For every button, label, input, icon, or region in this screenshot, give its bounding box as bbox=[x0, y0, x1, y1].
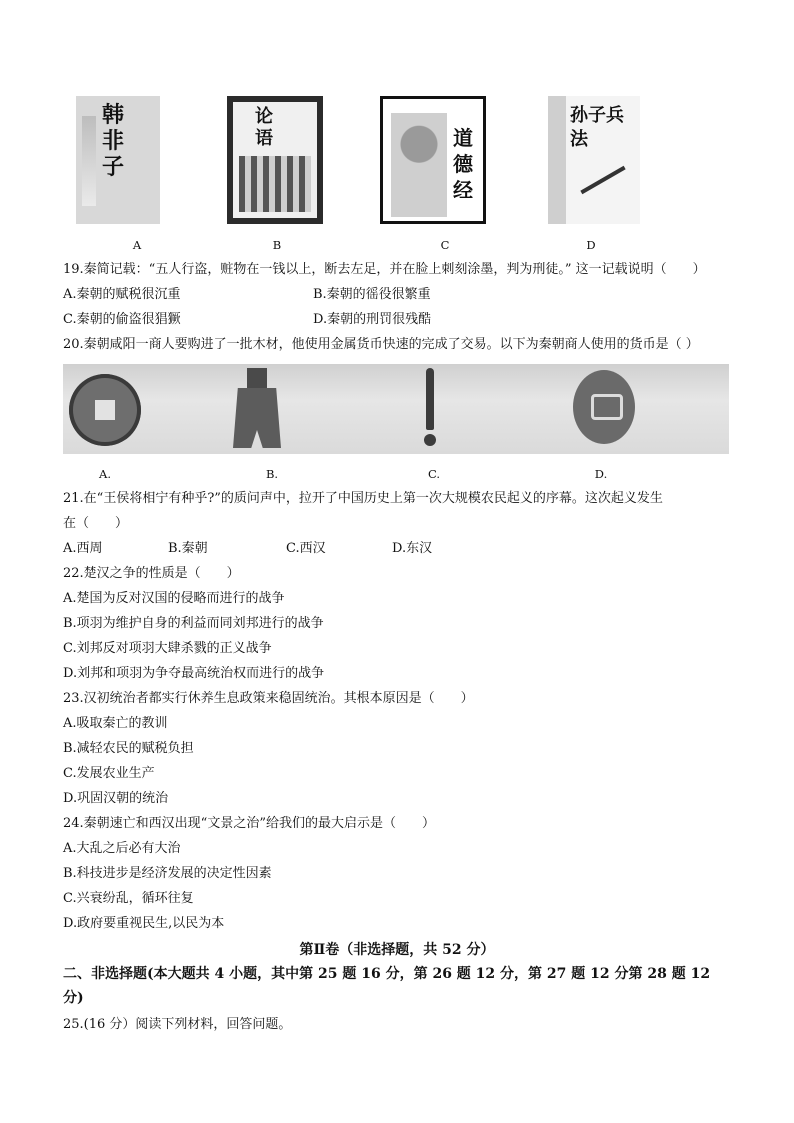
q22-option-a: A.楚国为反对汉国的侵略而进行的战争 bbox=[63, 591, 285, 606]
ban-liang-coin-icon bbox=[69, 374, 141, 446]
cover-title: 道德经 bbox=[453, 126, 473, 202]
cover-decoration bbox=[82, 116, 96, 206]
inscribed-coin-icon bbox=[573, 370, 635, 444]
question-25-stem: 25.(16 分）阅读下列材料，回答问题。 bbox=[63, 1017, 292, 1032]
book-cover-sunzibingfa bbox=[548, 96, 640, 224]
q21-option-d: D.东汉 bbox=[392, 541, 433, 556]
q20-label-c: C. bbox=[427, 467, 441, 481]
q19-option-d: D.秦朝的刑罚很残酷 bbox=[313, 312, 432, 327]
book-cover-lunyu bbox=[227, 96, 323, 224]
q21-option-b: B.秦朝 bbox=[168, 541, 208, 556]
q21-option-c: C.西汉 bbox=[286, 541, 326, 556]
question-23-stem: 23.汉初统治者都实行休养生息政策来稳固统治。其根本原因是（ ） bbox=[63, 691, 474, 706]
cover-figures bbox=[239, 156, 311, 212]
q19-option-c: C.秦朝的偷盗很猖獗 bbox=[63, 312, 181, 327]
option-a-label: A bbox=[132, 238, 142, 252]
knife-coin-icon bbox=[421, 368, 439, 448]
section-2-heading: 第Ⅱ卷（非选择题，共 52 分） bbox=[299, 942, 495, 958]
cover-spine bbox=[548, 96, 566, 224]
q24-option-b: B.科技进步是经济发展的决定性因素 bbox=[63, 866, 272, 881]
option-b-label: B bbox=[272, 238, 282, 252]
question-24-stem: 24.秦朝速亡和西汉出现“文景之治”给我们的最大启示是（ ） bbox=[63, 816, 435, 831]
q20-label-b: B. bbox=[265, 467, 279, 481]
option-d-label: D bbox=[586, 238, 596, 252]
book-cover-hanfeizi bbox=[76, 96, 160, 224]
q20-label-a: A. bbox=[99, 467, 111, 481]
q23-option-b: B.减轻农民的赋税负担 bbox=[63, 741, 194, 756]
q20-label-d: D. bbox=[594, 467, 608, 481]
q22-option-b: B.项羽为维护自身的利益而同刘邦进行的战争 bbox=[63, 616, 324, 631]
book-cover-daodejing bbox=[380, 96, 486, 224]
q22-option-d: D.刘邦和项羽为争夺最高统治权而进行的战争 bbox=[63, 666, 325, 681]
option-c-label: C bbox=[440, 238, 450, 252]
question-22-stem: 22.楚汉之争的性质是（ ） bbox=[63, 566, 240, 581]
q23-option-d: D.巩固汉朝的统治 bbox=[63, 791, 169, 806]
q23-option-a: A.吸取秦亡的教训 bbox=[63, 716, 168, 731]
question-21-stem-cont: 在（ ） bbox=[63, 516, 129, 531]
q24-option-a: A.大乱之后必有大治 bbox=[63, 841, 181, 856]
cover-title: 孙子兵法 bbox=[570, 105, 624, 150]
section-2-title-cont: 分) bbox=[63, 990, 84, 1006]
coins-image-strip bbox=[63, 364, 729, 454]
laozi-portrait bbox=[391, 113, 447, 217]
square-hole-icon bbox=[95, 400, 115, 420]
q19-option-a: A.秦朝的赋税很沉重 bbox=[63, 287, 181, 302]
sword-decoration bbox=[580, 166, 625, 194]
q19-option-b: B.秦朝的徭役很繁重 bbox=[313, 287, 431, 302]
question-19-stem: 19.秦简记载：“五人行盗，赃物在一钱以上，断去左足，并在脸上刺刻涂墨，判为刑徒。” 这一记载说明（ ） bbox=[63, 262, 706, 277]
cover-title: 韩非子 bbox=[102, 102, 125, 180]
q23-option-c: C.发展农业生产 bbox=[63, 766, 155, 781]
question-21-stem: 21.在“王侯将相宁有种乎?”的质问声中，拉开了中国历史上第一次大规模农民起义的序幕。这次起义发生 bbox=[63, 491, 663, 506]
q24-option-d: D.政府要重视民生,以民为本 bbox=[63, 916, 225, 931]
question-20-stem: 20.秦朝咸阳一商人要购进了一批木材，他使用金属货币快速的完成了交易。以下为秦朝商人使用的货币是（ ） bbox=[63, 337, 699, 352]
q24-option-c: C.兴衰纷乱，循环往复 bbox=[63, 891, 194, 906]
section-2-title: 二、非选择题(本大题共 4 小题，其中第 25 题 16 分，第 26 题 12 分，第 27 题 12 分第 28 题 12 bbox=[63, 966, 711, 982]
q21-option-a: A.西周 bbox=[63, 541, 103, 556]
q22-option-c: C.刘邦反对项羽大肆杀戮的正义战争 bbox=[63, 641, 272, 656]
cover-title: 论语 bbox=[255, 106, 273, 149]
spade-coin-icon bbox=[233, 368, 281, 448]
